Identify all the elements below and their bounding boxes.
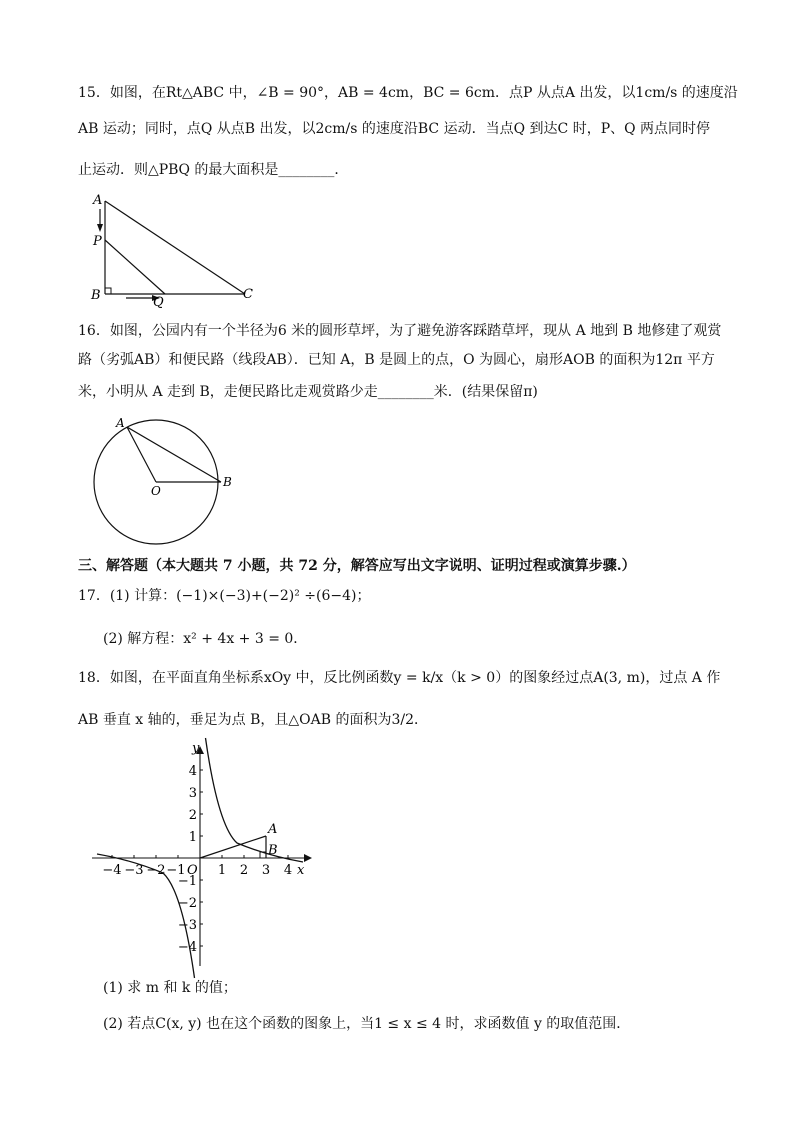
y-tick-label: −1 <box>177 874 197 889</box>
x-tick-label: −2 <box>146 863 166 878</box>
y-tick-label: 2 <box>188 808 197 823</box>
y-tick-label: 3 <box>188 786 197 801</box>
q17-part-1: 17．(1) 计算：(−1)×(−3)+(−2)² ÷(6−4)； <box>78 588 371 604</box>
q18-coordinate-graph <box>90 738 320 970</box>
label-a: A <box>116 416 125 430</box>
x-tick-label: −1 <box>166 863 186 878</box>
q18-line-2: AB 垂直 x 轴的，垂足为点 B，且△OAB 的面积为3/2． <box>78 712 429 728</box>
segment-pq <box>105 240 165 294</box>
x-tick-label: 1 <box>217 863 227 878</box>
q18-part-1: (1) 求 m 和 k 的值； <box>103 980 237 996</box>
label-q: Q <box>153 295 164 310</box>
q15-line-1: 15．如图，在Rt△ABC 中，∠B = 90°，AB = 4cm，BC = 6cm．点P 从点A 出发，以1cm/s 的速度沿 <box>78 85 738 101</box>
section-3-heading: 三、解答题（本大题共 7 小题，共 72 分，解答应写出文字说明、证明过程或演算步骤.） <box>78 558 636 574</box>
x-tick-label: −3 <box>124 863 144 878</box>
x-tick-label: 4 <box>283 863 293 878</box>
label-a: A <box>93 193 103 208</box>
y-tick-label: −3 <box>177 918 197 933</box>
q16-line-1: 16．如图，公园内有一个半径为6 米的圆形草坪，为了避免游客踩踏草坪，现从 A 地到 B 地修建了观赏 <box>78 323 722 339</box>
label-p: P <box>93 234 102 249</box>
arrow-down-head <box>97 224 103 232</box>
q15-line-2: AB 运动；同时，点Q 从点B 出发，以2cm/s 的速度沿BC 运动．当点Q 到达C 时，P、Q 两点同时停 <box>78 121 711 137</box>
q16-circle-figure <box>88 415 248 545</box>
x-axis-label: x <box>297 863 305 878</box>
origin-label: O <box>187 863 198 878</box>
x-tick-label: 3 <box>261 863 271 878</box>
hyperbola-branch-first-quadrant <box>206 738 304 862</box>
label-point-a: A <box>268 822 278 837</box>
label-o: O <box>151 484 161 498</box>
label-b: B <box>91 288 101 303</box>
q16-line-2: 路（劣弧AB）和便民路（线段AB）．已知 A，B 是圆上的点，O 为圆心，扇形AOB 的面积为12π 平方 <box>78 352 715 368</box>
y-tick-label: 1 <box>188 830 197 845</box>
side-ac <box>105 201 245 294</box>
x-tick-label: 2 <box>239 863 249 878</box>
q18-line-1: 18．如图，在平面直角坐标系xOy 中，反比例函数y = k/x（k > 0）的图象经过点A(3, m)，过点 A 作 <box>78 670 721 686</box>
q17-part-2: (2) 解方程：x² + 4x + 3 = 0． <box>103 631 308 647</box>
y-tick-label: −4 <box>177 940 197 955</box>
q15-line-3: 止运动．则△PBQ 的最大面积是________． <box>78 162 349 178</box>
q16-line-3: 米，小明从 A 走到 B，走便民路比走观赏路少走________米．(结果保留π) <box>78 384 538 400</box>
label-b: B <box>223 475 232 489</box>
y-tick-label: −2 <box>177 896 197 911</box>
y-axis-label: y <box>192 741 200 756</box>
y-tick-label: 4 <box>188 764 197 779</box>
x-tick-label: −4 <box>102 863 122 878</box>
x-axis-arrow <box>304 854 312 862</box>
q15-triangle-figure <box>88 192 268 310</box>
label-c: C <box>243 287 253 302</box>
label-point-b: B <box>268 843 278 858</box>
right-angle-mark <box>105 288 111 294</box>
q18-part-2: (2) 若点C(x, y) 也在这个函数的图象上，当1 ≤ x ≤ 4 时，求函数值 y 的取值范围． <box>103 1016 631 1032</box>
